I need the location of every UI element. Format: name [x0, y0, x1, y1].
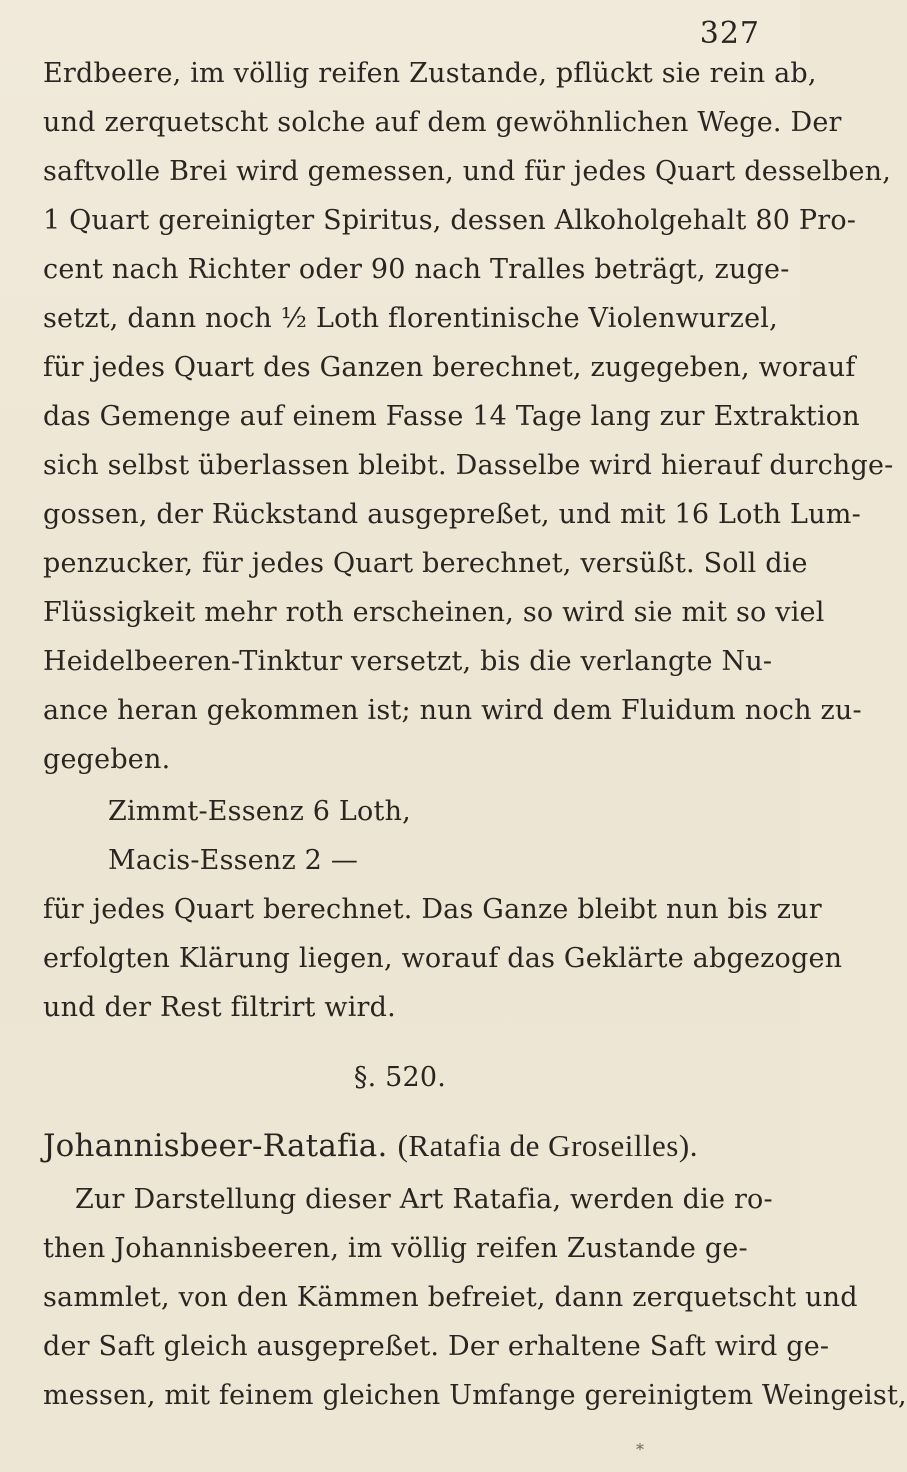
text-line: cent nach Richter oder 90 nach Tralles beträgt, zuge- — [43, 254, 790, 285]
footer-mark: * — [636, 1440, 644, 1459]
text-line: gossen, der Rückstand ausgepreßet, und mit 16 Loth Lum- — [43, 499, 861, 530]
text-line: das Gemenge auf einem Fasse 14 Tage lang zur Extraktion — [43, 401, 860, 432]
text-line: messen, mit feinem gleichen Umfange gereinigtem Weingeist, — [43, 1380, 907, 1411]
text-line: 1 Quart gereinigter Spiritus, dessen Alkoholgehalt 80 Pro- — [43, 205, 857, 236]
text-line: Zur Darstellung dieser Art Ratafia, werden die ro- — [75, 1184, 773, 1215]
text-line: der Saft gleich ausgepreßet. Der erhaltene Saft wird ge- — [43, 1331, 830, 1362]
heading-german: Johannisbeer-Ratafia. — [43, 1128, 388, 1164]
text-line: für jedes Quart des Ganzen berechnet, zugegeben, worauf — [43, 352, 856, 383]
text-line: und zerquetscht solche auf dem gewöhnlichen Wege. Der — [43, 107, 842, 138]
recipe-line: Macis-Essenz 2 — — [108, 845, 359, 876]
text-line: erfolgten Klärung liegen, worauf das Geklärte abgezogen — [43, 943, 843, 974]
text-line: saftvolle Brei wird gemessen, und für jedes Quart desselben, — [43, 156, 892, 187]
heading-latin: (Ratafia de Groseilles). — [397, 1128, 698, 1163]
recipe-line: Zimmt-Essenz 6 Loth, — [108, 796, 411, 827]
text-line: then Johannisbeeren, im völlig reifen Zustande ge- — [43, 1233, 748, 1264]
section-heading — [43, 1128, 698, 1164]
text-line: für jedes Quart berechnet. Das Ganze bleibt nun bis zur — [43, 894, 822, 925]
text-line: und der Rest filtrirt wird. — [43, 992, 396, 1023]
text-line: ance heran gekommen ist; nun wird dem Fluidum noch zu- — [43, 695, 862, 726]
text-line: Erdbeere, im völlig reifen Zustande, pflückt sie rein ab, — [43, 58, 817, 89]
text-line: gegeben. — [43, 744, 171, 775]
text-line: sammlet, von den Kämmen befreiet, dann zerquetscht und — [43, 1282, 858, 1313]
page-number: 327 — [699, 16, 760, 51]
text-line: Flüssigkeit mehr roth erscheinen, so wird sie mit so viel — [43, 597, 825, 628]
text-line: setzt, dann noch ½ Loth florentinische Violenwurzel, — [43, 303, 778, 334]
text-line: penzucker, für jedes Quart berechnet, versüßt. Soll die — [43, 548, 808, 579]
text-line: sich selbst überlassen bleibt. Dasselbe wird hierauf durchge- — [43, 450, 894, 481]
text-line: Heidelbeeren-Tinktur versetzt, bis die verlangte Nu- — [43, 646, 773, 677]
section-number: §. 520. — [353, 1062, 447, 1093]
